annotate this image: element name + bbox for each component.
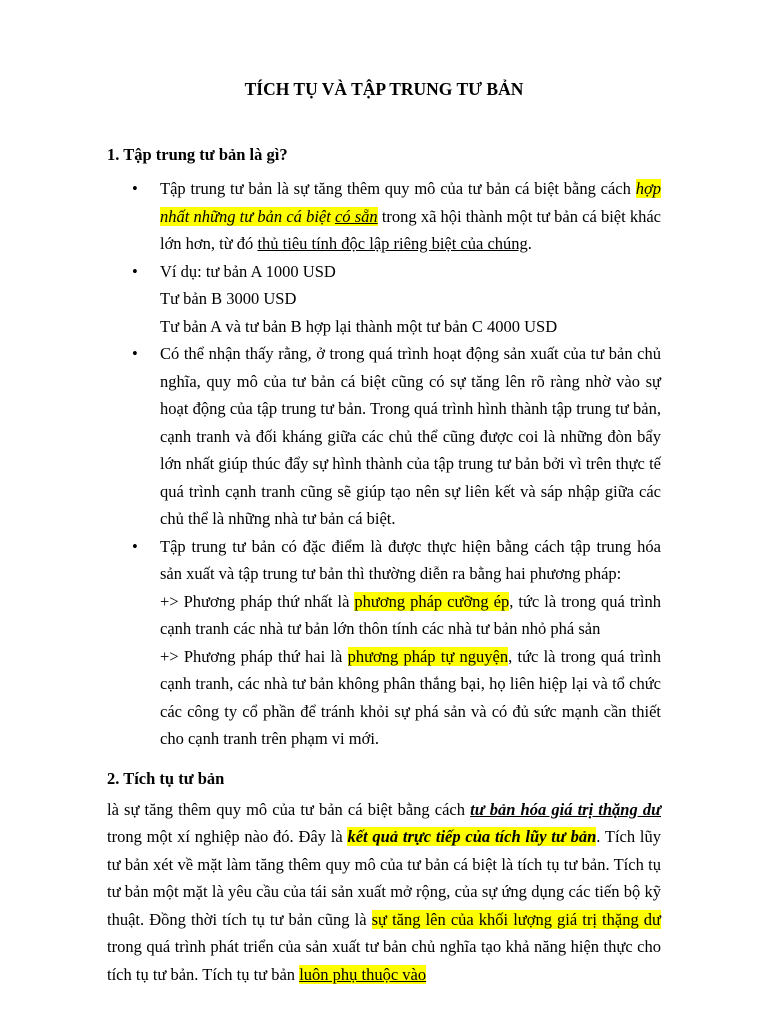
text-segment: , tức là trong quá trình cạnh tranh, các nhà tư bản không phân thắng bại, họ liên hiệp lại và tổ chức các công ty cổ phần để tránh khỏi sự phá sản và có đủ sức mạnh cần thiết cho cạnh tranh trên phạm vi mới. [160,646,662,748]
text-segment: +> Phương pháp thứ hai là [160,646,348,666]
text-segment: . [527,234,532,253]
document-title: TÍCH TỤ VÀ TẬP TRUNG TƯ BẢN [244,79,524,99]
text-segment: thủ tiêu tính độc lập riêng biệt của chúng [257,234,528,253]
text-segment: tư bản hóa giá trị thặng dư [470,799,661,819]
text-segment: Có thể nhận thấy rằng, ở trong quá trình hoạt động sản xuất của tư bản chủ nghĩa, quy mô của tư bản cá biệt cũng có sự tăng lên rõ ràng nhờ vào sự hoạt động của tập trung tư bản. Trong quá trình hình thành tập trung tư bản, cạnh tranh và đối kháng giữa các chủ thể cũng được coi là những đòn bẩy lớn nhất giúp thúc đẩy sự hình thành của tập trung tư bản bởi vì trên thực tế quá trình cạnh tranh cũng sẽ giúp tạo nên sự liên kết và sáp nhập giữa các chủ thể là những nhà tư bản cá biệt. [160,344,661,528]
text-segment: Tư bản A và tư bản B hợp lại thành một tư bản C 4000 USD [160,316,558,336]
text-segment: , tức là trong quá trình cạnh tranh các nhà tư bản lớn thôn tính các nhà tư bản nhỏ phá sản [160,591,662,638]
text-segment: có sẵn [334,206,378,226]
text-segment: trong xã hội thành một tư bản cá biệt khác lớn hơn, từ đó [160,206,662,253]
text-segment: Tập trung tư bản có đặc điểm là được thực hiện bằng cách tập trung hóa sản xuất và tập trung tư bản thì thường diễn ra bằng hai phương pháp: [160,536,661,583]
text-segment: +> Phương pháp thứ nhất là [160,591,355,611]
text-segment: trong quá trình phát triển của sản xuất tư bản chủ nghĩa tạo khả năng hiện thực cho tích tụ tư bản. Tích tụ tư bản [107,937,661,984]
bullet-item [107,533,661,753]
text-segment: Tập trung tư bản là sự tăng thêm quy mô của tư bản cá biệt bằng cách [160,179,636,198]
text-segment: phương pháp cưỡng ép [354,591,510,611]
text-segment: hợp nhất những tư bản cá biệt [160,179,661,226]
text-segment: luôn phụ thuộc vào [299,964,427,984]
text-segment: Ví dụ: tư bản A 1000 USD [160,261,336,281]
bullet-item [107,258,661,341]
text-segment: sự tăng lên của khối lượng giá trị thặng dư [371,909,661,929]
text-segment: là sự tăng thêm quy mô của tư bản cá biệt bằng cách [107,799,471,819]
text-segment: kết quả trực tiếp của tích lũy tư bản [347,827,597,846]
text-segment: phương pháp tự nguyện [347,646,509,666]
bullet-list [107,175,661,753]
section-2-paragraph [107,796,661,989]
text-segment: trong một xí nghiệp nào đó. Đây là [107,827,348,846]
text-segment: . Tích lũy tư bản xét về mặt làm tăng thêm quy mô của tư bản cá biệt là tích tụ tư bản. Tích tụ tư bản một mặt là yêu cầu của tái sản xuất mở rộng, của sự ứng dụng các tiến bộ kỹ thuật. Đồng thời tích tụ tư bản cũng là [107,827,661,929]
section-1-heading: 1. Tập trung tư bản là gì? [107,145,288,164]
bullet-item [107,175,661,258]
text-segment: Tư bản B 3000 USD [160,289,297,308]
section-2-heading: 2. Tích tụ tư bản [107,768,225,788]
bullet-item [107,340,661,533]
